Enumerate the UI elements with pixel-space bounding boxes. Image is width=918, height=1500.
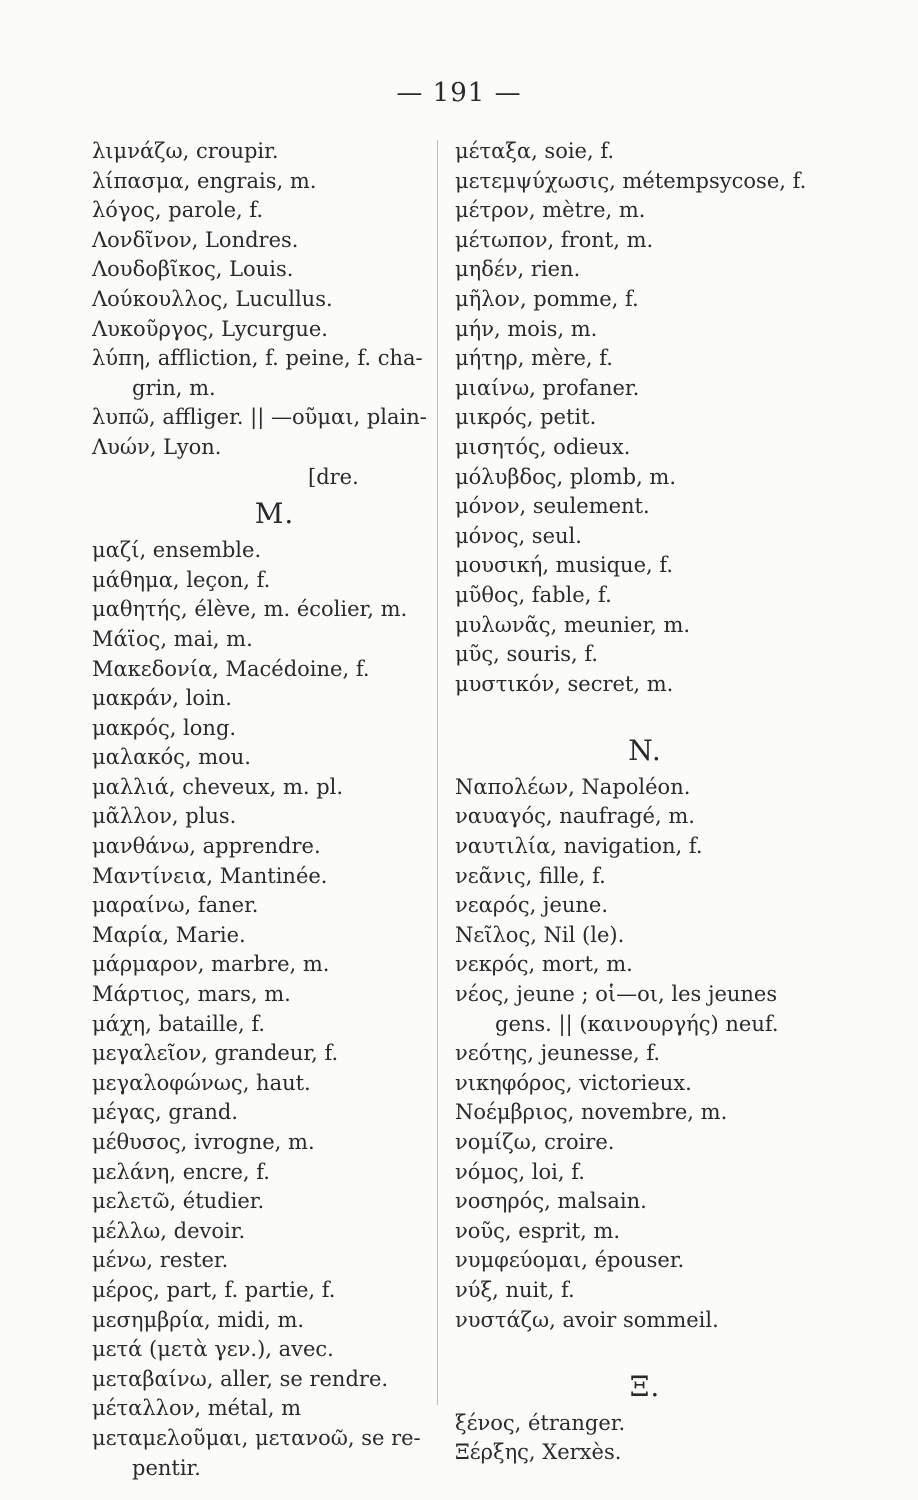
dictionary-entry: νυμφεύομαι, épouser. — [455, 1248, 685, 1273]
entry-continuation: pentir. — [132, 1455, 201, 1480]
dictionary-entry: νομίζω, croire. — [455, 1130, 615, 1154]
dictionary-entry: μακράν, loin. — [92, 686, 232, 711]
dictionary-entry: νύξ, nuit, f. — [455, 1277, 575, 1302]
dictionary-entry: Μαντίνεια, Mantinée. — [92, 863, 328, 888]
dictionary-entry: μελάνη, encre, f. — [92, 1159, 270, 1184]
dictionary-entry: μυστικόν, secret, m. — [455, 671, 674, 696]
dictionary-entry: μελετῶ, étudier. — [92, 1189, 265, 1214]
dictionary-entry: λυπῶ, affliger. || —οῦμαι, plain- — [92, 405, 427, 430]
dictionary-entry: νοῦς, esprit, m. — [455, 1218, 621, 1243]
dictionary-entry: νόμος, loi, f. — [455, 1159, 585, 1184]
dictionary-entry: μικρός, petit. — [455, 405, 597, 430]
dictionary-entry: μέτρον, mètre, m. — [455, 198, 646, 223]
dictionary-entry: μακρός, long. — [92, 715, 237, 740]
dictionary-entry: μῆλον, pomme, f. — [455, 286, 639, 311]
spacer — [455, 1335, 815, 1365]
dictionary-entry: νεαρός, jeune. — [455, 893, 609, 918]
section-letter-heading: N. — [628, 733, 662, 767]
dictionary-entry: μῦς, souris, f. — [455, 642, 599, 667]
dictionary-entry: νεκρός, mort, m. — [455, 952, 633, 977]
dictionary-entry: νέος, jeune ; οἱ—οι, les jeunes — [455, 982, 778, 1007]
dictionary-entry: μιαίνω, profaner. — [455, 375, 640, 400]
entry-continuation: gens. || (καινουργής) neuf. — [495, 1011, 779, 1036]
left-column — [92, 137, 437, 1483]
dictionary-entry: μόλυβδος, plomb, m. — [455, 464, 677, 489]
dictionary-entry: μέθυσος, ivrogne, m. — [92, 1130, 315, 1154]
dictionary-entry: μαθητής, élève, m. écolier, m. — [92, 597, 408, 622]
dictionary-entry: Λούκουλλος, Lucullus. — [92, 286, 333, 311]
dictionary-entry: μαλλιά, cheveux, m. pl. — [92, 774, 344, 799]
dictionary-entry: νυστάζω, avoir sommeil. — [455, 1307, 719, 1332]
entry-continuation: grin, m. — [132, 375, 216, 400]
section-letter-heading: Ξ. — [629, 1369, 661, 1403]
dictionary-entry: νοσηρός, malsain. — [455, 1189, 647, 1214]
page-number: — 191 — — [396, 78, 522, 108]
dictionary-entry: μισητός, odieux. — [455, 434, 631, 459]
dictionary-entry: μῦθος, fable, f. — [455, 582, 612, 607]
dictionary-entry: λίπασμα, engrais, m. — [92, 168, 317, 193]
dictionary-entry: Μαρία, Marie. — [92, 922, 246, 947]
dictionary-entry: νεᾶνις, fille, f. — [455, 863, 606, 888]
dictionary-entry: μανθάνω, apprendre. — [92, 834, 321, 859]
spacer — [455, 699, 815, 729]
dictionary-entry: μήτηρ, mère, f. — [455, 346, 613, 371]
dictionary-entry: μόνον, seulement. — [455, 494, 650, 519]
dictionary-entry: Μακεδονία, Macédoine, f. — [92, 656, 370, 681]
dictionary-entry: μηδέν, rien. — [455, 257, 581, 282]
dictionary-entry: λιμνάζω, croupir. — [92, 139, 279, 163]
dictionary-entry: μεταβαίνω, aller, se rendre. — [92, 1366, 389, 1391]
dictionary-entry: μαλακός, mou. — [92, 745, 251, 770]
dictionary-entry: μεγαλοφώνως, haut. — [92, 1070, 311, 1095]
dictionary-entry: μένω, rester. — [92, 1248, 229, 1273]
dictionary-entry: ναυτιλία, navigation, f. — [455, 834, 703, 859]
dictionary-entry: ξένος, étranger. — [455, 1410, 626, 1435]
dictionary-entry: μεταμελοῦμαι, μετανοῶ, se re- — [92, 1425, 421, 1450]
dictionary-entry: μέρος, part, f. partie, f. — [92, 1277, 336, 1302]
dictionary-entry: μέτωπον, front, m. — [455, 227, 654, 252]
column-divider — [437, 140, 438, 1405]
dictionary-entry: μουσική, musique, f. — [455, 553, 674, 578]
dictionary-entry: μάρμαρον, marbre, m. — [92, 952, 330, 977]
dictionary-entry: μάχη, bataille, f. — [92, 1011, 266, 1036]
dictionary-entry: Λονδῖνον, Londres. — [92, 227, 299, 252]
dictionary-entry: μέταλλον, métal, m — [92, 1396, 301, 1421]
dictionary-entry: Νεῖλος, Nil (le). — [455, 922, 625, 947]
dictionary-entry: μαζί, ensemble. — [92, 538, 262, 563]
entry-continuation: [dre. — [308, 464, 359, 489]
dictionary-entry: μυλωνᾶς, meunier, m. — [455, 612, 691, 637]
dictionary-entry: μήν, mois, m. — [455, 316, 598, 341]
dictionary-entry: Νοέμβριος, novembre, m. — [455, 1100, 728, 1125]
dictionary-entry: νεότης, jeunesse, f. — [455, 1041, 661, 1066]
dictionary-entry: μετά (μετὰ γεν.), avec. — [92, 1337, 334, 1362]
dictionary-entry: μάθημα, leçon, f. — [92, 567, 271, 592]
dictionary-entry: μεγαλεῖον, grandeur, f. — [92, 1041, 339, 1066]
dictionary-entry: μεσημβρία, midi, m. — [92, 1307, 305, 1332]
dictionary-entry: μέταξα, soie, f. — [455, 139, 615, 163]
dictionary-entry: νικηφόρος, victorieux. — [455, 1070, 692, 1095]
dictionary-entry: λόγος, parole, f. — [92, 198, 264, 223]
dictionary-entry: Ξέρξης, Xerxès. — [455, 1440, 622, 1465]
dictionary-entry: μόνος, seul. — [455, 523, 582, 548]
dictionary-entry: Λυκοῦργος, Lycurgue. — [92, 316, 328, 341]
dictionary-entry: μαραίνω, faner. — [92, 893, 259, 918]
dictionary-entry: μᾶλλον, plus. — [92, 804, 237, 829]
dictionary-entry: Ναπολέων, Napoléon. — [455, 774, 691, 799]
dictionary-entry: μετεμψύχωσις, métempsycose, f. — [455, 168, 807, 193]
dictionary-entry: Μάρτιος, mars, m. — [92, 982, 291, 1007]
right-column — [455, 137, 815, 1468]
dictionary-entry: μέλλω, devoir. — [92, 1218, 246, 1243]
dictionary-entry: Μάϊος, mai, m. — [92, 626, 253, 651]
dictionary-entry: ναυαγός, naufragé, m. — [455, 804, 695, 829]
dictionary-entry: Λυών, Lyon. — [92, 434, 222, 459]
dictionary-entry: μέγας, grand. — [92, 1100, 239, 1125]
section-letter-heading: M. — [254, 497, 295, 531]
dictionary-entry: Λουδοβῖκος, Louis. — [92, 257, 294, 282]
dictionary-entry: λύπη, affliction, f. peine, f. cha- — [92, 346, 423, 371]
